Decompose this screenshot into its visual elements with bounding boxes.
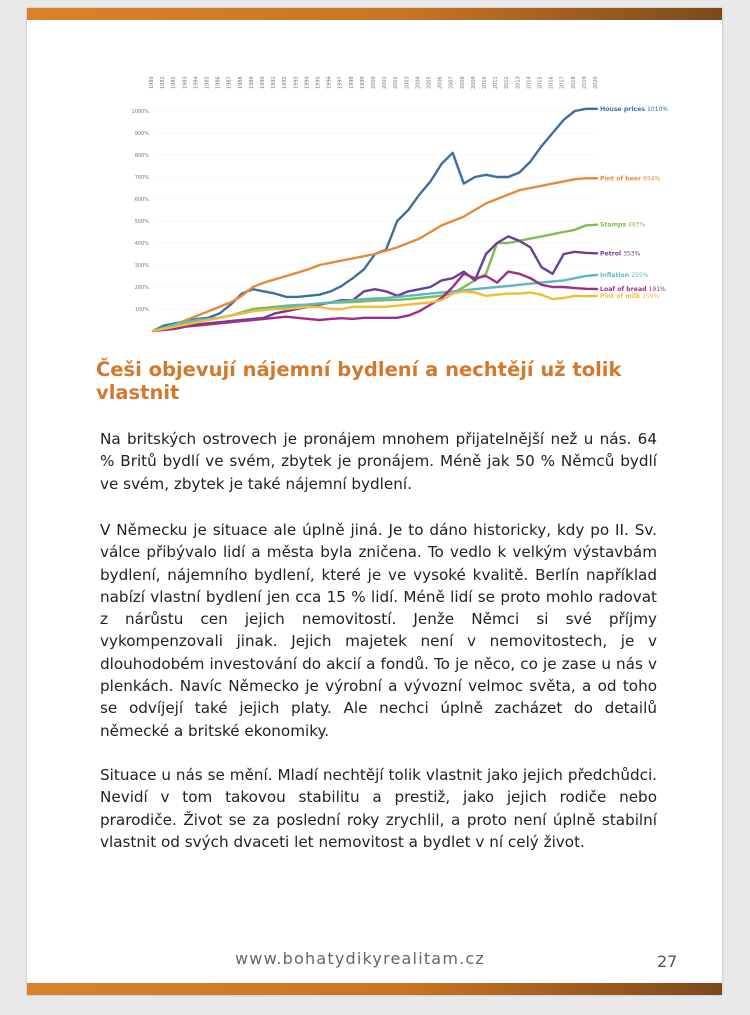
footer-website-url[interactable]: www.bohatydikyrealitam.cz xyxy=(235,949,485,968)
price-growth-chart xyxy=(97,56,697,336)
x-tick-label: 2002 xyxy=(393,76,400,89)
x-tick-label: 1981 xyxy=(160,76,167,89)
y-tick-label: 1000% xyxy=(131,108,149,115)
series-name: House prices xyxy=(600,105,646,113)
x-tick-label: 1995 xyxy=(315,76,322,89)
x-tick-label: 2006 xyxy=(437,76,444,89)
x-tick-label: 2013 xyxy=(515,76,522,89)
x-tick-label: 1997 xyxy=(337,76,344,89)
series-name: Pint of beer xyxy=(600,175,642,183)
x-tick-label: 2003 xyxy=(404,76,411,89)
x-tick-label: 1990 xyxy=(260,76,266,89)
x-tick-label: 1985 xyxy=(204,76,211,89)
x-tick-label: 2016 xyxy=(548,76,555,89)
series-label xyxy=(600,272,649,279)
x-tick-label: 2018 xyxy=(570,76,577,89)
x-tick-label: 2011 xyxy=(493,76,500,89)
series-name: Loaf of bread xyxy=(600,285,647,293)
series-label xyxy=(600,222,646,229)
y-tick-label: 400% xyxy=(134,240,149,247)
y-tick-label: 700% xyxy=(134,174,149,181)
x-tick-label: 2007 xyxy=(448,76,455,89)
x-tick-label: 2004 xyxy=(415,76,422,89)
top-accent-band xyxy=(27,8,722,20)
x-tick-label: 1993 xyxy=(293,76,300,89)
x-tick-label: 1996 xyxy=(326,76,333,89)
article-heading: Češi objevují nájemní bydlení a nechtějí už tolik vlastnit xyxy=(96,358,622,404)
series-value: 483% xyxy=(628,221,646,229)
paragraph-3: Situace u nás se mění. Mladí nechtějí tolik vlastnit jako jejich předchůdci. Nevidí v tom takovou stabilitu a prestiž, jako jejich rodiče nebo prarodiče. Život se za poslední roky zrychlil, a proto není úplně stabilní vlastnit od svých dvaceti let nemovitost a bydlet v ní celý život. xyxy=(100,766,657,851)
x-tick-label: 2014 xyxy=(526,76,533,89)
x-tick-label: 1982 xyxy=(171,76,178,89)
series-value: 159% xyxy=(642,293,660,301)
x-tick-label: 1991 xyxy=(271,76,278,89)
x-tick-label: 1994 xyxy=(304,76,311,89)
series-label xyxy=(600,250,641,257)
x-tick-label: 1987 xyxy=(226,76,233,89)
document-page xyxy=(27,8,722,995)
y-tick-label: 800% xyxy=(134,152,149,159)
x-tick-label: 2010 xyxy=(482,76,488,89)
series-value: 255% xyxy=(631,271,649,279)
x-tick-label: 2009 xyxy=(470,76,477,89)
x-tick-label: 2005 xyxy=(426,76,433,89)
x-tick-label: 2012 xyxy=(504,76,511,89)
x-tick-label: 1984 xyxy=(193,76,200,89)
series-value: 694% xyxy=(643,175,661,183)
series-label xyxy=(600,106,668,113)
series-name: Pint of milk xyxy=(600,293,641,301)
y-tick-label: 300% xyxy=(134,262,149,269)
y-tick-label: 600% xyxy=(134,196,149,203)
x-tick-label: 1992 xyxy=(282,76,289,89)
paragraph-1: Na britských ostrovech je pronájem mnohem přijatelnější než u nás. 64 % Britů bydlí ve svém, zbytek je pronájem. Méně jak 50 % Němců bydlí ve svém, zbytek je také nájemní bydlení. xyxy=(100,430,657,493)
x-tick-label: 1986 xyxy=(215,76,222,89)
x-tick-label: 2008 xyxy=(459,76,466,89)
series-label xyxy=(600,293,660,300)
y-tick-label: 100% xyxy=(134,306,149,313)
series-name: Inflation xyxy=(600,271,630,279)
y-tick-label: 900% xyxy=(134,130,149,137)
x-tick-label: 1989 xyxy=(248,76,255,89)
x-tick-label: 1999 xyxy=(359,76,366,89)
x-tick-label: 2015 xyxy=(537,76,544,89)
x-tick-label: 2020 xyxy=(593,76,599,89)
series-label xyxy=(600,286,666,293)
y-tick-label: 200% xyxy=(134,284,149,291)
x-tick-label: 2017 xyxy=(559,76,566,89)
x-tick-label: 2001 xyxy=(382,76,389,89)
x-tick-label: 1980 xyxy=(149,76,155,89)
x-tick-label: 1988 xyxy=(237,76,244,89)
x-tick-label: 2000 xyxy=(371,76,377,89)
series-name: Stamps xyxy=(600,221,627,229)
series-value: 1010% xyxy=(647,105,669,113)
page-number: 27 xyxy=(657,952,678,971)
series-line-pint-of-beer xyxy=(153,178,597,331)
x-tick-label: 2019 xyxy=(581,76,588,89)
bottom-accent-band xyxy=(27,983,722,995)
x-tick-label: 1983 xyxy=(182,76,189,89)
series-name: Petrol xyxy=(600,250,622,258)
series-value: 191% xyxy=(648,285,666,293)
y-tick-label: 500% xyxy=(134,218,149,225)
series-value: 353% xyxy=(623,250,641,258)
paragraph-2: V Německu je situace ale úplně jiná. Je to dáno historicky, kdy po II. Sv. válce přibývalo lidí a města byla zničena. To vedlo k velkým výstavbám bydlení, nájemního bydlení, které je ve vysoké kvalitě. Berlín například nabízí vlastní bydlení jen cca 15 % lidí. Méně lidí se proto mohlo radovat z nárůstu cen jejich nemovitostí. Jenže Němci si své příjmy vykompenzovali jinak. Jejich majetek není v nemovitostech, je v dlouhodobém investování do akcií a fondů. To je něco, co je zase u nás v plenkách. Navíc Německo je výrobní a vývozní velmoc světa, a od toho se odvíjejí také jejich platy. Ale nechci úplně zacházet do detailů německé a britské ekonomiky. xyxy=(100,521,657,740)
x-tick-label: 1998 xyxy=(348,76,355,89)
series-label xyxy=(600,175,661,182)
